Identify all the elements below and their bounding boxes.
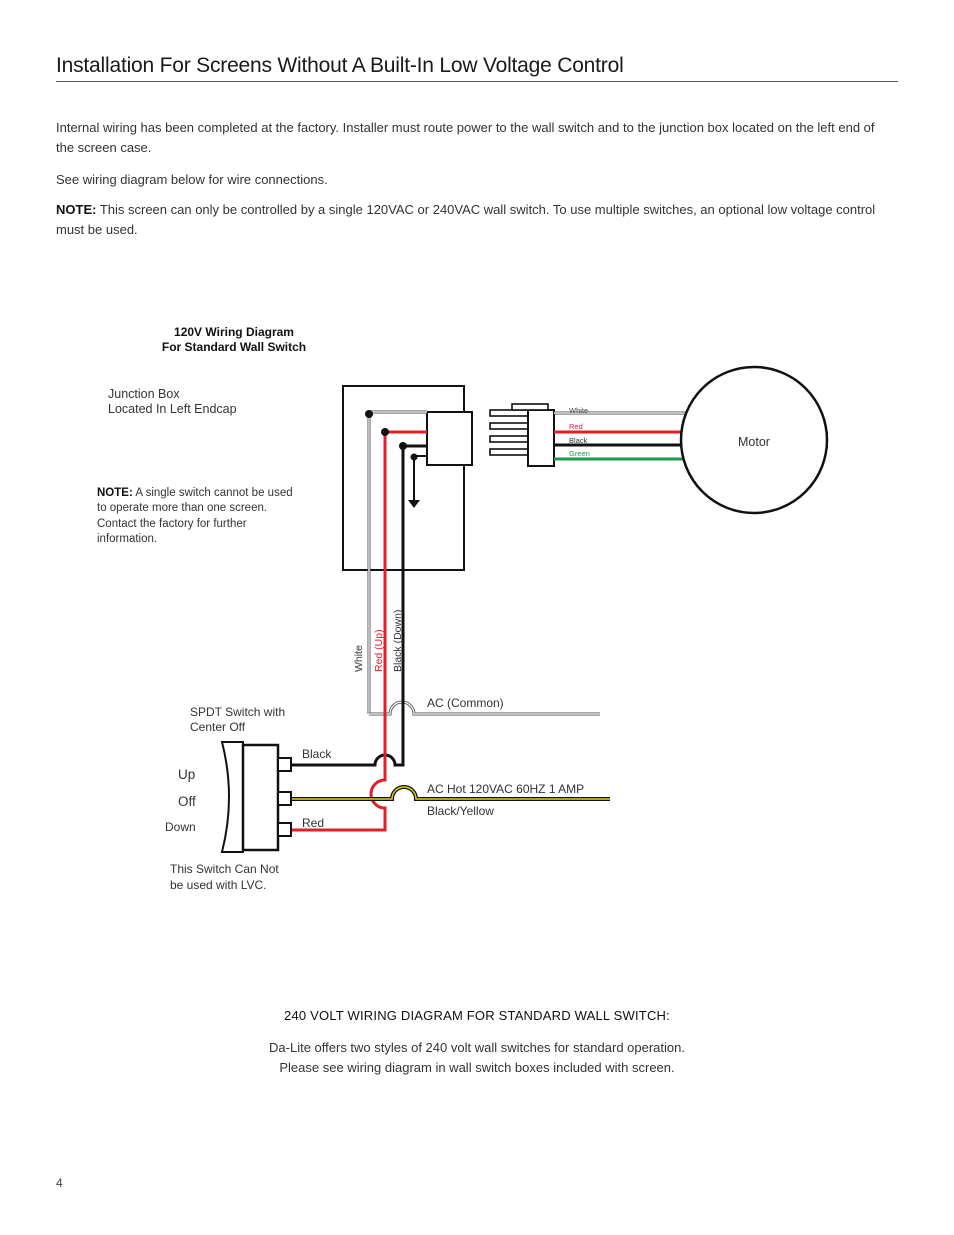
white-wire-junction-dot: [365, 410, 373, 418]
motor-connector: [490, 404, 554, 466]
black-yellow-label: Black/Yellow: [427, 804, 494, 818]
diagram-note-line4: information.: [97, 533, 158, 545]
motor-wire-label-white: White: [569, 406, 589, 415]
wiring-diagram: [0, 300, 954, 900]
switch-title-line2: Center Off: [190, 720, 246, 734]
switch-up-label: Up: [178, 767, 196, 782]
motor-label: Motor: [738, 435, 770, 449]
diagram-title-line2: For Standard Wall Switch: [161, 340, 307, 354]
diagram-note-text1: A single switch cannot be used: [132, 487, 293, 499]
diagram-note-label: NOTE:: [97, 487, 133, 499]
page-number: 4: [56, 1176, 63, 1190]
switch-black-wire-label: Black: [302, 747, 332, 761]
note-text: This screen can only be controlled by a single 120VAC or 240VAC wall switch. To use multiple switches, an optional low voltage control must be used.: [56, 202, 876, 237]
switch-down-label: Down: [165, 820, 196, 834]
section-240v-line2: Please see wiring diagram in wall switch boxes included with screen.: [279, 1060, 675, 1075]
section-240v-heading: 240 VOLT WIRING DIAGRAM FOR STANDARD WALL SWITCH:: [284, 1008, 670, 1023]
vertical-label-white: White: [353, 645, 365, 672]
lvc-note-line2: be used with LVC.: [170, 878, 267, 892]
motor-wire-label-black: Black: [569, 436, 588, 445]
diagram-title-line1: 120V Wiring Diagram: [174, 325, 294, 339]
red-wire-junction-dot: [381, 428, 389, 436]
vertical-label-black: Black (Down): [392, 609, 404, 672]
diagram-note-line2: to operate more than one screen.: [97, 502, 268, 514]
wiring-reference-paragraph: See wiring diagram below for wire connections.: [56, 172, 328, 187]
section-240v-line1: Da-Lite offers two styles of 240 volt wall switches for standard operation.: [269, 1040, 685, 1055]
switch-red-wire-label: Red: [302, 816, 325, 830]
section-240v-body: [0, 1038, 954, 1078]
vertical-label-red: Red (Up): [373, 629, 385, 672]
diagram-note-line1: [97, 487, 293, 499]
diagram-note-line3: Contact the factory for further: [97, 518, 247, 530]
page-title: Installation For Screens Without A Built-In Low Voltage Control: [56, 54, 624, 77]
junction-box-label-line2: Located In Left Endcap: [108, 402, 237, 416]
note-label: NOTE:: [56, 202, 97, 217]
note-paragraph: [56, 200, 896, 240]
motor-wire-label-green: Green: [569, 449, 590, 458]
spdt-switch: [222, 742, 291, 852]
title-divider: [56, 81, 898, 82]
intro-paragraph: Internal wiring has been completed at the factory. Installer must route power to the wall switch and to the junction box located on the left end of the screen case.: [56, 120, 875, 155]
ac-hot-label: AC Hot 120VAC 60HZ 1 AMP: [427, 782, 585, 796]
switch-off-label: Off: [178, 794, 196, 809]
ac-common-label: AC (Common): [427, 696, 504, 710]
lvc-note-line1: This Switch Can Not: [170, 862, 279, 876]
motor-wire-label-red: Red: [569, 422, 583, 431]
junction-box-label-line1: Junction Box: [108, 387, 180, 401]
terminal-block: [427, 412, 472, 465]
switch-title-line1: SPDT Switch with: [190, 705, 286, 719]
ground-dot: [411, 454, 418, 461]
black-wire-junction-dot: [399, 442, 407, 450]
